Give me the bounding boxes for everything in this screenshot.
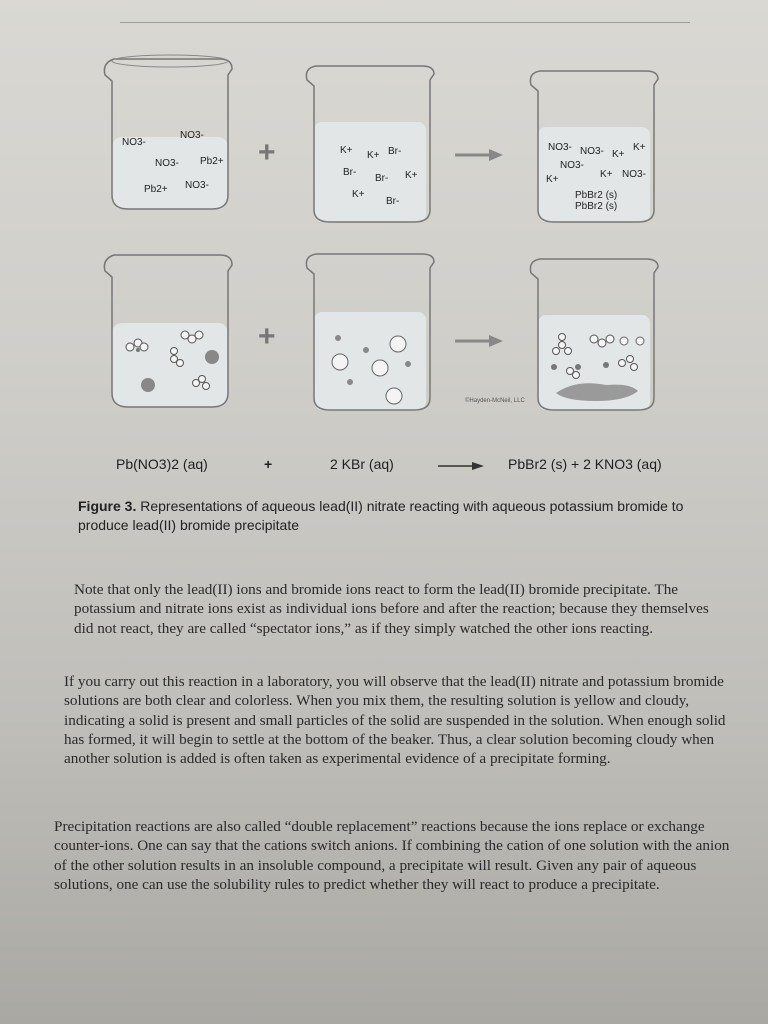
equation-products: PbBr2 (s) + 2 KNO3 (aq)	[508, 456, 662, 472]
ion-label: NO3-	[548, 142, 572, 153]
figure-label: Figure 3.	[78, 498, 137, 514]
figure-caption-text: Representations of aqueous lead(II) nitrate reacting with aqueous potassium bromide to produce lead(II) bromide precipitate	[78, 498, 684, 533]
paragraph-spectator-ions: Note that only the lead(II) ions and bromide ions react to form the lead(II) bromide precipitate. The potassium and nitrate ions exist as individual ions before and after the reaction; because they themselves did not react, they are called “spectator ions,” as if they simply watched the other ions reacting.	[74, 581, 709, 637]
beaker-lead-nitrate-particles	[100, 243, 240, 413]
ion-label: Br-	[375, 173, 389, 184]
equation-reactant-2: 2 KBr (aq)	[330, 456, 394, 472]
ion-label: Br-	[388, 146, 402, 157]
arrow-icon	[455, 334, 503, 348]
arrow-icon	[438, 461, 486, 471]
figure-credit: ©Hayden-McNeil, LLC	[465, 398, 525, 404]
precipitate-label: PbBr2 (s)	[575, 190, 618, 201]
equation-reactant-1: Pb(NO3)2 (aq)	[116, 456, 208, 472]
ion-label: Br-	[386, 196, 400, 207]
paragraph-double-replacement: Precipitation reactions are also called “double replacement” reactions because the ions replace or exchange counter-ions. One can say that the cations switch anions. If combining the cation of one solution with the anion of the other solution results in an insoluble compound, a precipitate will result. Given any pair of aqueous solutions, one can use the solubility rules to predict whether they will react to produce a precipitate.	[54, 818, 730, 893]
ion-label: K+	[367, 150, 380, 161]
ion-label: K+	[405, 170, 418, 181]
ion-label: NO3-	[580, 146, 604, 157]
plus-sign: +	[258, 320, 276, 353]
arrow-icon	[455, 148, 503, 162]
ion-label: K+	[600, 169, 613, 180]
ion-label: Pb2+	[200, 156, 224, 167]
ion-label: NO3-	[560, 160, 584, 171]
ion-label: K+	[612, 149, 625, 160]
figure-caption	[78, 497, 718, 535]
plus-sign: +	[258, 136, 276, 169]
ion-label: Br-	[343, 167, 357, 178]
beaker-lead-nitrate-ions	[100, 45, 240, 215]
ion-label: NO3-	[622, 169, 646, 180]
ion-label: NO3-	[122, 137, 146, 148]
ion-label: NO3-	[180, 130, 204, 141]
ion-label: NO3-	[185, 180, 209, 191]
header-rule	[120, 22, 690, 23]
ion-label: K+	[340, 145, 353, 156]
ion-label: K+	[352, 189, 365, 200]
beaker-potassium-bromide-particles	[302, 248, 442, 418]
ion-label: NO3-	[155, 158, 179, 169]
equation-plus: +	[264, 456, 273, 472]
ion-label: K+	[633, 142, 646, 153]
ion-label: K+	[546, 174, 559, 185]
precipitate-label: PbBr2 (s)	[575, 201, 618, 212]
paragraph-lab-observation: If you carry out this reaction in a laboratory, you will observe that the lead(II) nitrate and potassium bromide solutions are both clear and colorless. When you mix them, the resulting solution is yellow and cloudy, indicating a solid is present and small particles of the solid are suspended in the solution. When enough solid has formed, it will begin to settle at the bottom of the beaker. Thus, a clear solution becoming cloudy when another solution is added is often taken as experimental evidence of a precipitate forming.	[64, 673, 726, 768]
ion-label: Pb2+	[144, 184, 168, 195]
beaker-potassium-bromide-ions	[302, 60, 442, 230]
beaker-products-particles	[526, 253, 666, 418]
